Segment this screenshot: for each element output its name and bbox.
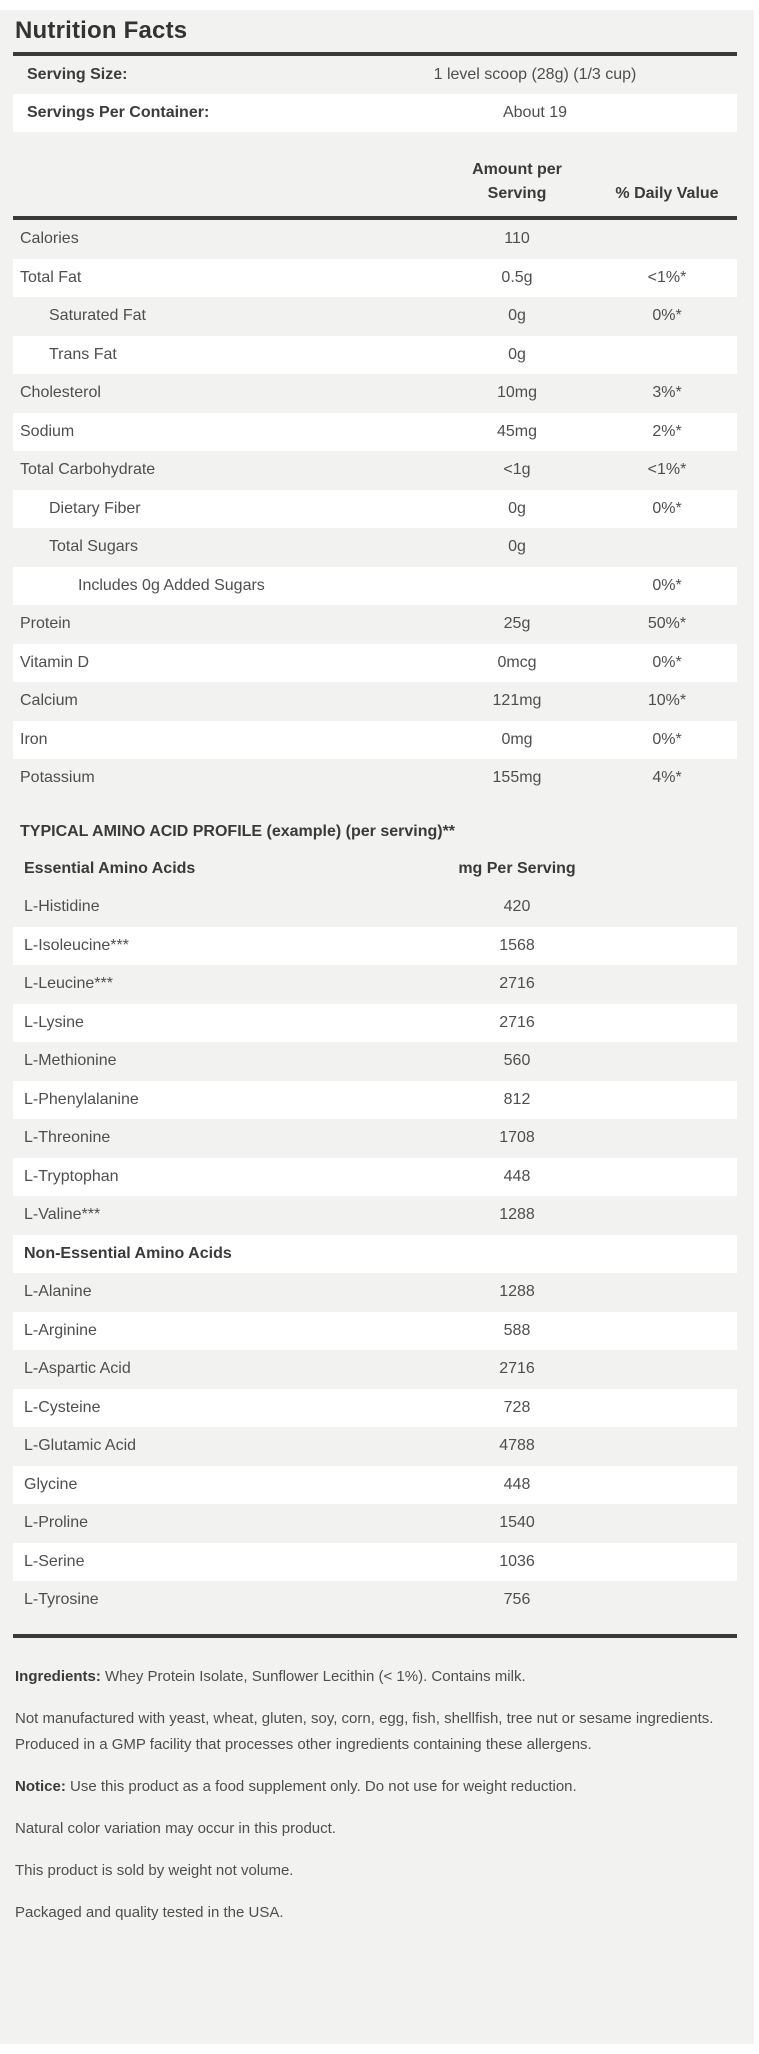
- nutrient-daily-value: 0%*: [652, 307, 682, 325]
- nutrient-amount: 0g: [508, 307, 526, 325]
- serving-row-label: Servings Per Container:: [27, 104, 210, 121]
- info-paragraph: [13, 1862, 737, 1880]
- info-paragraph: [13, 1710, 737, 1728]
- nutrient-amount: 0g: [508, 538, 526, 556]
- amino-name: L-Serine: [24, 1552, 85, 1570]
- nutrition-table-header: [13, 158, 737, 206]
- amino-value: 812: [503, 1090, 531, 1108]
- amino-value: 756: [503, 1591, 531, 1609]
- nutrient-row: [13, 374, 737, 413]
- amino-name: L-Alanine: [24, 1283, 92, 1301]
- amino-name: L-Valine***: [24, 1206, 101, 1224]
- amino-row: [13, 1312, 737, 1351]
- info-paragraph-text: Use this product as a food supplement only. Do not use for weight reduction.: [65, 1777, 577, 1795]
- info-paragraph-lead: Notice:: [15, 1777, 66, 1795]
- amino-value: 2716: [499, 975, 535, 993]
- nutrient-daily-value: 0%*: [652, 499, 682, 517]
- amino-name: L-Phenylalanine: [24, 1090, 139, 1108]
- amino-row: [13, 1081, 737, 1120]
- amino-value: 560: [503, 1052, 531, 1070]
- info-paragraph-lead: Ingredients:: [15, 1667, 101, 1685]
- daily-value-header: % Daily Value: [615, 185, 719, 202]
- amino-row: [13, 1581, 737, 1620]
- nutrient-name: Total Sugars: [49, 538, 138, 556]
- amino-profile-heading-caps: TYPICAL AMINO ACID PROFILE: [20, 822, 263, 840]
- amino-name-col-header: Essential Amino Acids: [24, 859, 196, 877]
- amino-row: [13, 1273, 737, 1312]
- nutrient-row: [13, 220, 737, 259]
- nutrient-name: Total Fat: [20, 268, 82, 286]
- nutrient-row: [13, 528, 737, 567]
- info-paragraph-text: Natural color variation may occur in this product.: [15, 1819, 336, 1837]
- amino-name: L-Arginine: [24, 1321, 97, 1339]
- nutrient-daily-value: 0%*: [652, 730, 682, 748]
- amino-row: [13, 1504, 737, 1543]
- amino-name: L-Methionine: [24, 1052, 117, 1070]
- info-paragraph: [13, 1736, 737, 1754]
- nutrient-row: [13, 759, 737, 798]
- nutrient-name: Calories: [20, 230, 79, 248]
- label-title: Nutrition Facts: [15, 17, 188, 44]
- amino-value: 1288: [499, 1283, 535, 1301]
- nutrient-daily-value: <1%*: [647, 461, 687, 479]
- nutrient-daily-value: 0%*: [652, 576, 682, 594]
- nutrient-name: Vitamin D: [20, 653, 90, 671]
- amino-row: [13, 1158, 737, 1197]
- amino-value: 588: [503, 1321, 531, 1339]
- nutrient-row: [13, 567, 737, 606]
- info-paragraph-text: Packaged and quality tested in the USA.: [15, 1903, 284, 1921]
- nutrient-amount: 0mg: [501, 730, 533, 748]
- amino-row: [13, 1427, 737, 1466]
- amino-row: [13, 965, 737, 1004]
- amino-row: [13, 1466, 737, 1505]
- amino-row: [13, 927, 737, 966]
- serving-row-label: Serving Size:: [27, 66, 128, 83]
- nutrient-daily-value: 3%*: [652, 384, 682, 402]
- amino-value: 448: [503, 1167, 531, 1185]
- serving-row: [13, 94, 737, 132]
- nutrient-name: Saturated Fat: [49, 307, 146, 325]
- serving-row-value: About 19: [502, 104, 568, 121]
- nutrient-row: [13, 682, 737, 721]
- nutrient-amount: 0mcg: [497, 653, 537, 671]
- amino-profile-heading: [13, 822, 737, 842]
- amino-name: L-Tyrosine: [24, 1591, 99, 1609]
- amino-row: [13, 1235, 737, 1274]
- nutrient-amount: 155mg: [492, 769, 542, 787]
- amino-row: [13, 1350, 737, 1389]
- serving-row: [13, 56, 737, 94]
- amino-value: 1708: [499, 1129, 535, 1147]
- serving-info-section: [0, 56, 754, 132]
- nutrient-amount: 0g: [508, 345, 526, 363]
- amino-profile-heading-rest: (example) (per serving)**: [262, 822, 456, 840]
- nutrient-row: [13, 605, 737, 644]
- amino-name: L-Tryptophan: [24, 1167, 119, 1185]
- nutrient-daily-value: <1%*: [647, 268, 687, 286]
- amino-value: 1540: [499, 1514, 535, 1532]
- info-paragraph: [13, 1904, 737, 1922]
- amino-row: [13, 1196, 737, 1235]
- amount-per-serving-header: Amount per Serving: [472, 161, 562, 202]
- info-paragraph-text: Not manufactured with yeast, wheat, gluten, soy, corn, egg, fish, shellfish, tree nut or sesame ingredients.: [15, 1709, 714, 1727]
- nutrition-table: [0, 220, 754, 798]
- amino-name: L-Glutamic Acid: [24, 1437, 137, 1455]
- amino-value-col-header: mg Per Serving: [458, 859, 576, 877]
- amino-name: L-Lysine: [24, 1013, 84, 1031]
- nutrient-amount: 45mg: [496, 422, 538, 440]
- amino-row: [13, 1119, 737, 1158]
- amino-row: [13, 1389, 737, 1428]
- amino-row: [13, 1004, 737, 1043]
- info-paragraph-text: Whey Protein Isolate, Sunflower Lecithin (< 1%). Contains milk.: [100, 1667, 526, 1685]
- amino-row: [13, 888, 737, 927]
- nutrient-name: Iron: [20, 730, 48, 748]
- nutrient-row: [13, 721, 737, 760]
- info-paragraph: [13, 1778, 737, 1796]
- amino-value: 2716: [499, 1360, 535, 1378]
- nutrient-daily-value: 50%*: [647, 615, 687, 633]
- amino-row: [13, 1042, 737, 1081]
- nutrient-name: Trans Fat: [49, 345, 117, 363]
- nutrient-daily-value: 2%*: [652, 422, 682, 440]
- nutrient-name: Dietary Fiber: [49, 499, 141, 517]
- nutrient-row: [13, 644, 737, 683]
- nutrient-amount: 10mg: [496, 384, 538, 402]
- nutrient-amount: 0.5g: [501, 268, 533, 286]
- amino-value: 420: [503, 898, 531, 916]
- nutrient-name: Calcium: [20, 692, 78, 710]
- nutrient-row: [13, 336, 737, 375]
- amino-table-header: [13, 850, 737, 889]
- amino-value: 728: [503, 1398, 531, 1416]
- nutrient-amount: <1g: [503, 461, 531, 479]
- nutrient-name: Cholesterol: [20, 384, 101, 402]
- amino-value: 448: [503, 1475, 531, 1493]
- nutrient-row: [13, 259, 737, 298]
- nutrient-row: [13, 490, 737, 529]
- amino-name: L-Proline: [24, 1514, 89, 1532]
- amino-name: L-Cysteine: [24, 1398, 101, 1416]
- nutrient-row: [13, 451, 737, 490]
- serving-row-value: 1 level scoop (28g) (1/3 cup): [433, 66, 637, 83]
- amino-name: L-Threonine: [24, 1129, 111, 1147]
- amino-name: Non-Essential Amino Acids: [24, 1244, 232, 1262]
- amino-value: 2716: [499, 1013, 535, 1031]
- nutrient-name: Total Carbohydrate: [20, 461, 156, 479]
- amino-name: Glycine: [24, 1475, 78, 1493]
- amino-name: L-Histidine: [24, 898, 100, 916]
- nutrient-name: Sodium: [20, 422, 75, 440]
- amino-value: 1568: [499, 936, 535, 954]
- nutrient-name: Protein: [20, 615, 71, 633]
- amino-name: L-Aspartic Acid: [24, 1360, 131, 1378]
- info-paragraph-text: This product is sold by weight not volume.: [15, 1861, 294, 1879]
- nutrient-amount: 25g: [503, 615, 531, 633]
- info-paragraph-text: Produced in a GMP facility that processes other ingredients containing these allergens.: [15, 1735, 592, 1753]
- nutrient-amount: 110: [504, 230, 530, 248]
- nutrient-daily-value: 10%*: [647, 692, 687, 710]
- amino-row: [13, 1543, 737, 1582]
- nutrient-name: Includes 0g Added Sugars: [78, 576, 265, 594]
- amino-value: 4788: [499, 1437, 535, 1455]
- nutrition-facts-label: [0, 10, 754, 2044]
- divider-rule-bottom: [13, 1634, 737, 1638]
- nutrient-amount: 121mg: [492, 692, 542, 710]
- nutrient-daily-value: 0%*: [652, 653, 682, 671]
- amino-value: 1288: [499, 1206, 535, 1224]
- amino-name: L-Isoleucine***: [24, 936, 129, 954]
- info-section: [0, 1668, 754, 1922]
- nutrient-amount: 0g: [508, 499, 526, 517]
- nutrient-name: Potassium: [20, 769, 95, 787]
- amino-value: 1036: [499, 1552, 535, 1570]
- info-paragraph: [13, 1820, 737, 1838]
- nutrient-row: [13, 297, 737, 336]
- amino-table: [0, 888, 754, 1620]
- nutrient-row: [13, 413, 737, 452]
- info-paragraph: [13, 1668, 737, 1686]
- nutrient-daily-value: 4%*: [652, 769, 682, 787]
- amino-name: L-Leucine***: [24, 975, 113, 993]
